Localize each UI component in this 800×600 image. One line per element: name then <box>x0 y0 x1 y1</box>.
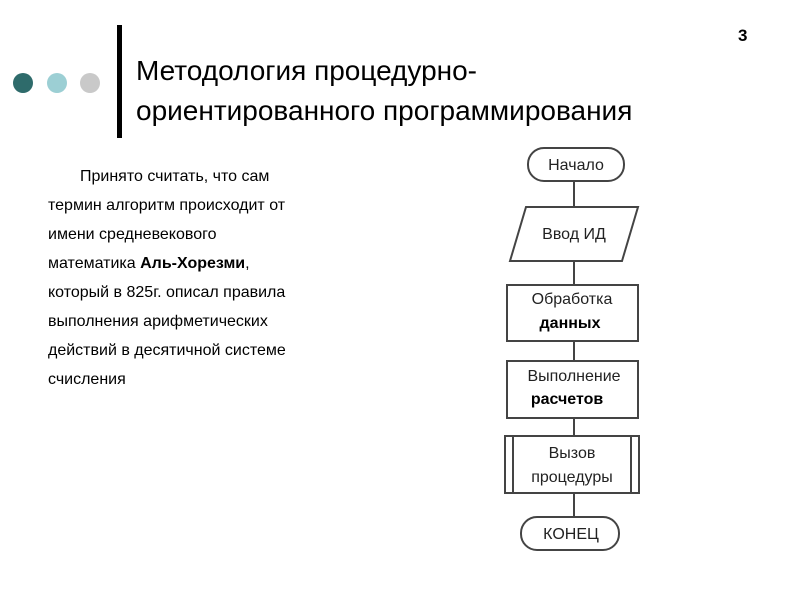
end-label: КОНЕЦ <box>543 526 599 543</box>
procedure-label-line2: процедуры <box>531 469 613 486</box>
process-data-label-line1: Обработка <box>531 291 613 308</box>
paragraph-line: выполнения арифметических <box>48 313 268 330</box>
input-label: Ввод ИД <box>542 226 606 243</box>
start-label: Начало <box>548 157 604 174</box>
slide-number: 3 <box>738 26 748 45</box>
process-calc-label-line1: Выполнение <box>527 368 621 385</box>
slide-title-line2: ориентированного программирования <box>136 95 633 126</box>
paragraph-text: , <box>245 255 250 272</box>
paragraph-line: который в 825г. описал правила <box>48 284 286 301</box>
paragraph-text: математика <box>48 255 141 272</box>
slide-title-line1: Методология процедурно- <box>136 55 478 86</box>
paragraph-line: счисления <box>48 371 126 388</box>
paragraph-line: термин алгоритм происходит от <box>48 197 286 214</box>
process-calc-label-line2: расчетов <box>530 391 604 408</box>
process-data-label-line2: данных <box>539 315 601 332</box>
paragraph-line: имени средневекового <box>48 226 217 243</box>
procedure-label-line1: Вызов <box>548 445 596 462</box>
highlighted-name: Аль-Хорезми <box>140 255 246 272</box>
paragraph-line: Принято считать, что сам <box>80 168 270 185</box>
paragraph-line: действий в десятичной системе <box>48 342 286 359</box>
